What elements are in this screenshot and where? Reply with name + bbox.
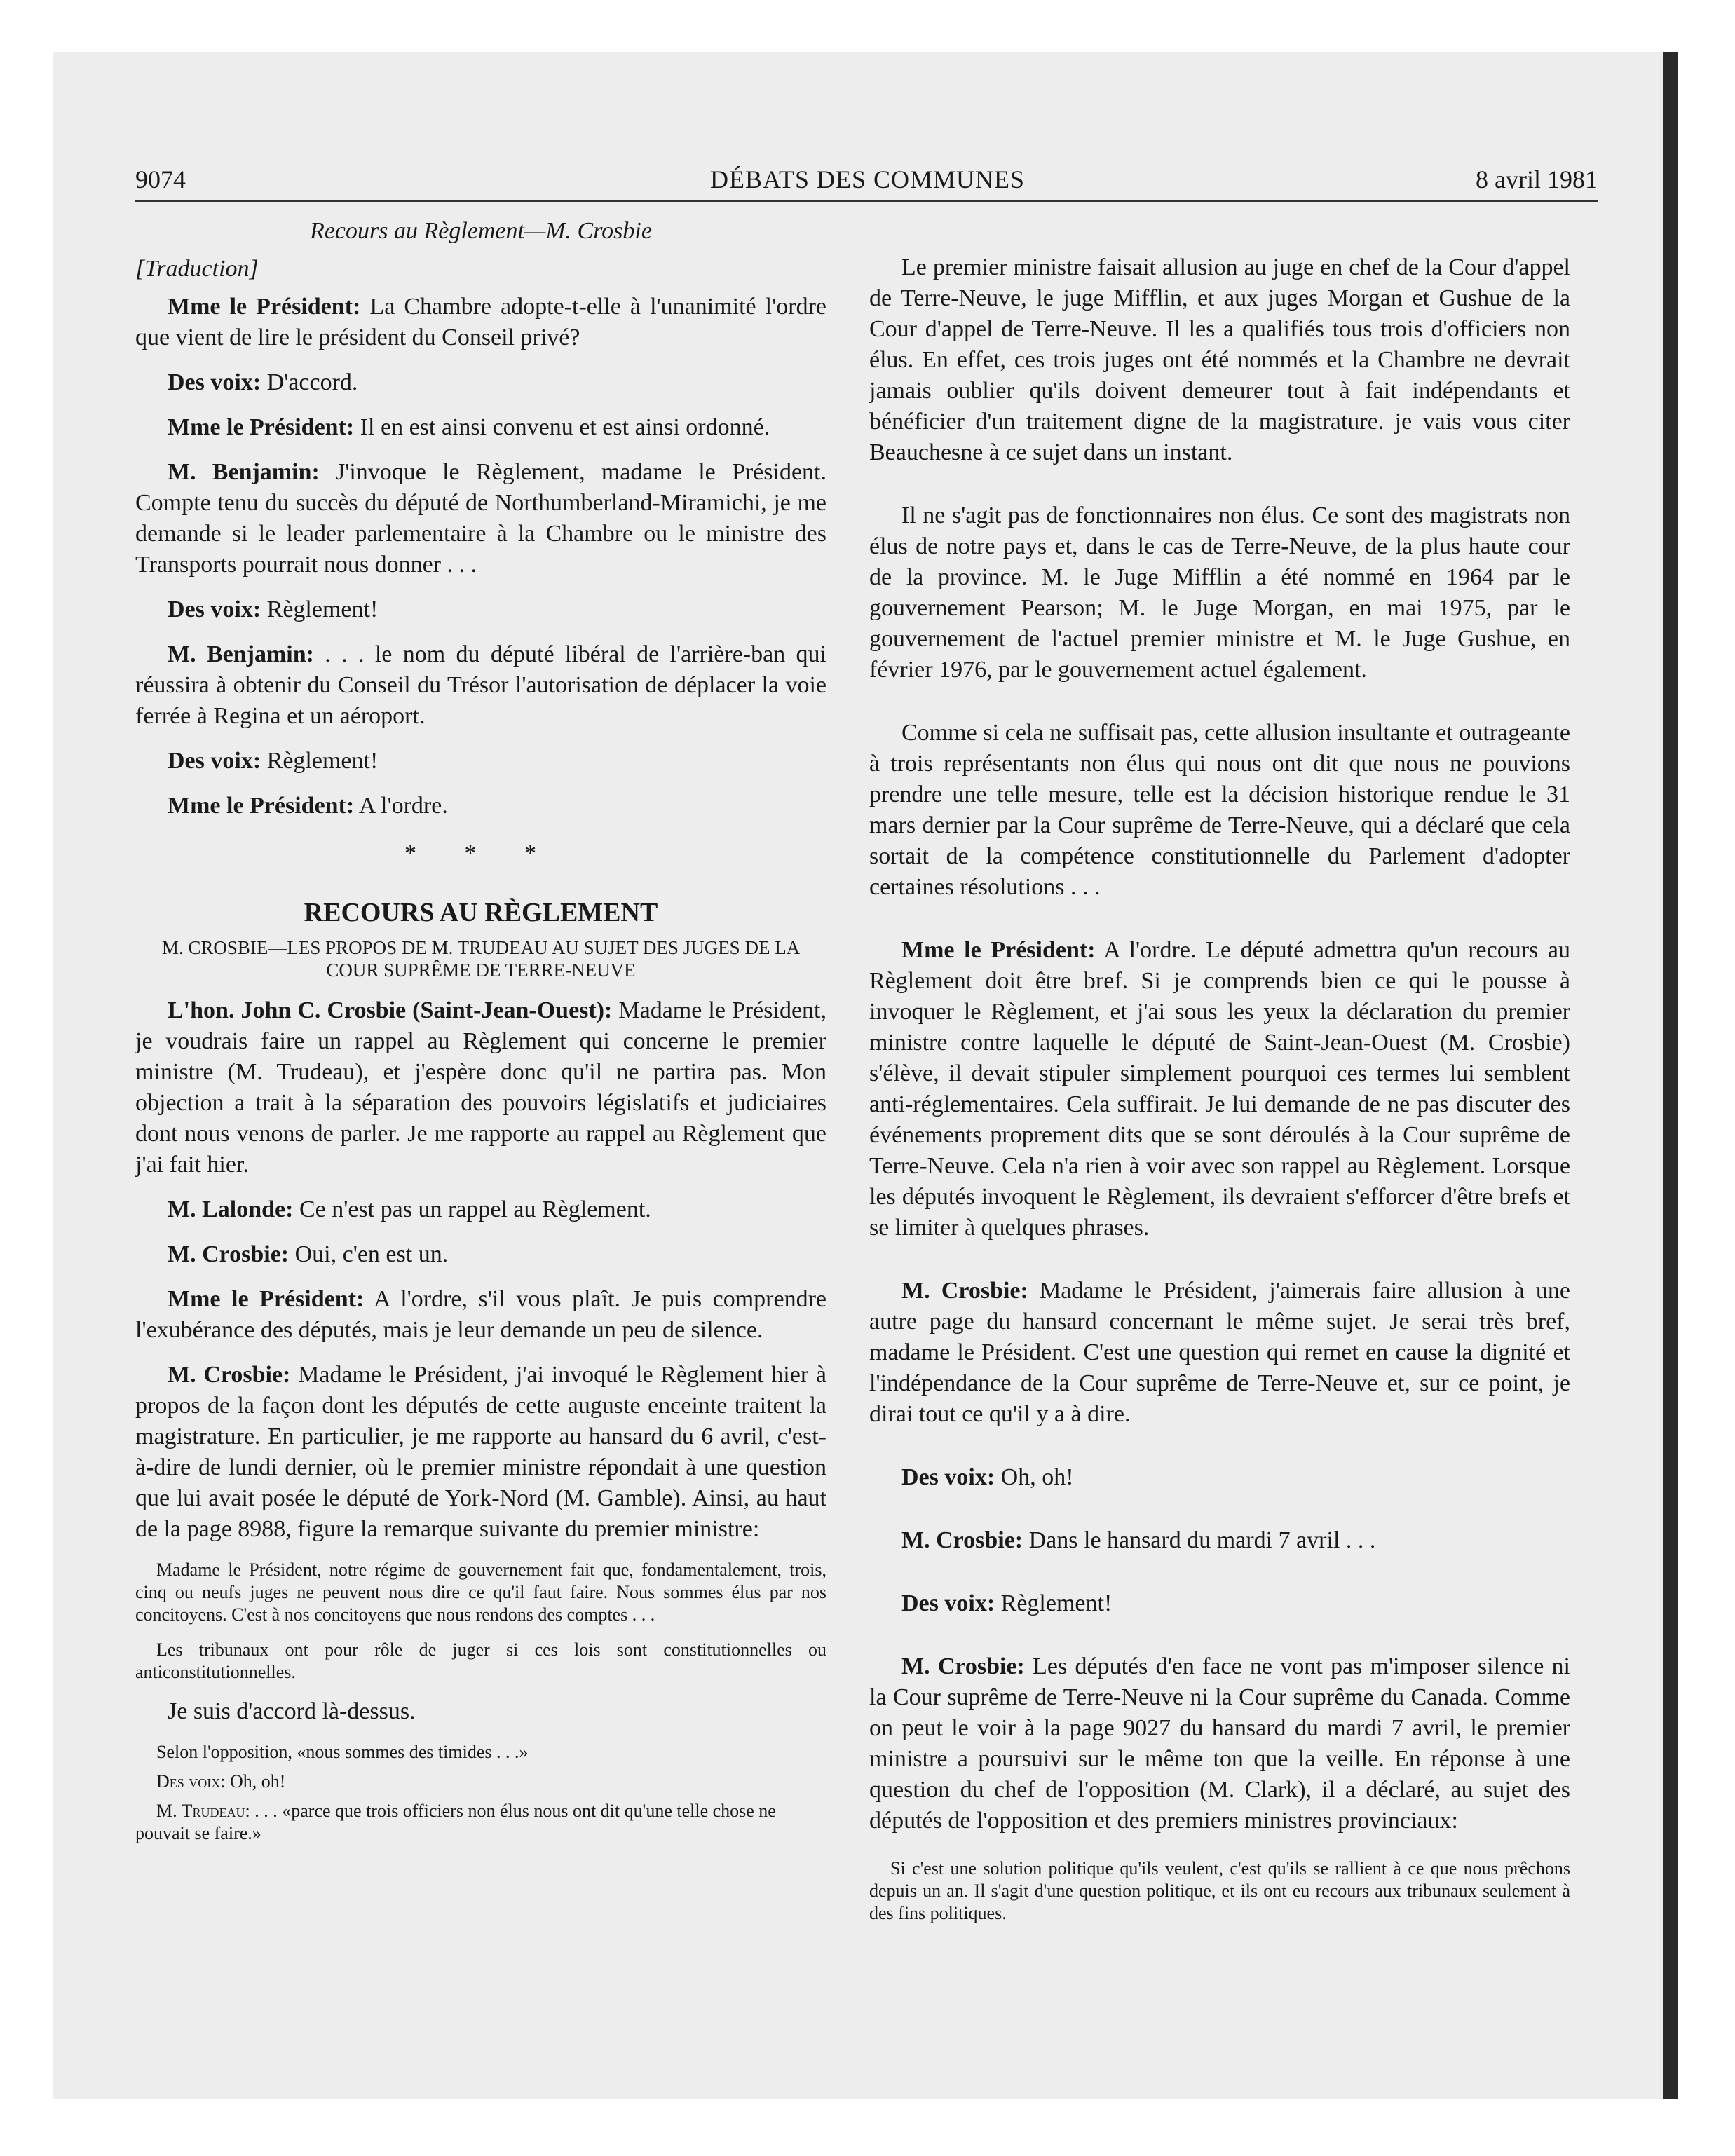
page-date: 8 avril 1981 (1476, 165, 1598, 193)
quoted-line (135, 1770, 826, 1793)
speaker: Des voix: (901, 1464, 995, 1490)
speaker: M. Crosbie: (901, 1278, 1028, 1304)
speech-paragraph (135, 1360, 826, 1545)
block-quote: Les tribunaux ont pour rôle de juger si ces lois sont constitutionnelles ou anticonstitutionnelles. (135, 1639, 826, 1682)
speech-text: Oh, oh! (225, 1771, 286, 1792)
speech-paragraph: Il ne s'agit pas de fonctionnaires non élus. Ce sont des magistrats non élus de notre pays et, dans le cas de Terre-Neuve, de la plus haute cour de la province. M. le Juge Mifflin a été nommé en 1964 par le gouvernement Pearson; M. le Juge Morgan, en mai 1975, par le gouvernement de l'actuel premier ministre et M. le Juge Gushue, en février 1976, par le gouvernement actuel également. (869, 503, 1570, 683)
speech-text: J'invoque le Règlement, madame le Président. Compte tenu du succès du député de Northumberland-Miramichi, je me demande si le leader parlementaire à la Chambre ou le ministre des Transports pourrait nous donner . . . (135, 459, 826, 578)
speech-paragraph (135, 412, 826, 443)
speech-paragraph (135, 594, 826, 625)
speaker: M. Crosbie: (168, 1362, 291, 1388)
speaker: Mme le Président: (901, 937, 1096, 963)
speech-text: A l'ordre. (354, 793, 448, 819)
speech-paragraph (869, 1276, 1570, 1430)
speaker: M. Lalonde: (168, 1196, 294, 1222)
speech-text: Dans le hansard du mardi 7 avril . . . (1023, 1527, 1376, 1553)
block-quote: Madame le Président, notre régime de gouvernement fait que, fondamentalement, trois, cinq ou neufs juges ne peuvent nous dire ce qu'il faut faire. Nous sommes élus par nos concitoyens. C'est à nos concitoyens que nous rendons des comptes . . . (135, 1560, 826, 1625)
section-separator: * * * (404, 840, 557, 866)
speech-text: Règlement! (261, 596, 379, 622)
speaker: Mme le Président: (168, 1286, 365, 1312)
speech-paragraph (869, 1525, 1570, 1556)
speech-paragraph (135, 746, 826, 777)
block-quote: Si c'est une solution politique qu'ils veulent, c'est qu'ils se rallient à ce que nous prêchons depuis un an. Il s'agit d'une question politique, et ils ont eu recours aux tribunaux seulement à des fins politiques. (869, 1858, 1570, 1923)
page-number: 9074 (135, 165, 186, 193)
speech-text: . . . le nom du député libéral de l'arrière-ban qui réussira à obtenir du Conseil du Trésor l'autorisation de déplacer la voie ferrée à Regina et un aéroport. (135, 641, 826, 729)
speech-paragraph: Comme si cela ne suffisait pas, cette allusion insultante et outrageante à trois représentants non élus qui nous ont dit que nous ne pouvions prendre une telle mesure, telle est la décision historique rendue le 31 mars dernier par la Cour suprême de Terre-Neuve, qui a déclaré que cela sortait de la compétence constitutionnelle du Parlement d'adopter certaines résolutions . . . (869, 720, 1570, 900)
speech-paragraph (135, 1284, 826, 1346)
speech-text: Madame le Président, j'ai invoqué le Règlement hier à propos de la façon dont les députés de cette auguste enceinte traitent la magistrature. En particulier, je me rapporte au hansard du 6 avril, c'est-à-dire de lundi dernier, où le premier ministre répondait à une question que lui avait posée le député de York-Nord (M. Gamble). Ainsi, au haut de la page 8988, figure la remarque suivante du premier ministre: (135, 1362, 827, 1542)
right-column (869, 252, 1570, 1937)
speech-text: Ce n'est pas un rappel au Règlement. (293, 1196, 651, 1222)
speech-text: Règlement! (261, 748, 379, 774)
speaker: Mme le Président: (168, 793, 355, 819)
speaker: Mme le Président: (168, 414, 355, 440)
speaker: Mme le Président: (168, 294, 361, 320)
header-rule (135, 200, 1598, 202)
speaker: M. Benjamin: (168, 459, 320, 485)
speaker: M. Crosbie: (901, 1527, 1023, 1553)
traduction-note: [Traduction] (135, 256, 259, 282)
speech-paragraph (135, 367, 826, 398)
section-heading: RECOURS AU RÈGLEMENT (304, 898, 658, 927)
speech-paragraph (135, 1194, 826, 1225)
scan-edge (1663, 52, 1678, 2099)
speech-text: Il en est ainsi convenu et est ainsi ordonné. (354, 414, 770, 440)
speech-text: A l'ordre, s'il vous plaît. Je puis comprendre l'exubérance des députés, mais je leur demande un peu de silence. (135, 1286, 826, 1343)
speech-paragraph (135, 791, 826, 821)
speaker: Des voix: (168, 748, 261, 774)
speech-paragraph: Le premier ministre faisait allusion au juge en chef de la Cour d'appel de Terre-Neuve, le juge Mifflin, et aux juges Morgan et Gushue de la Cour d'appel de Terre-Neuve. Il les a qualifiés tous trois d'officiers non élus. En effet, ces trois juges ont été nommés et la Chambre ne devrait jamais oublier qu'ils doivent demeurer tout à fait indépendants et bénéficier d'un traitement digne de la magistrature. je vais vous citer Beauchesne à ce sujet dans un instant. (869, 254, 1570, 465)
speech-paragraph (869, 1462, 1570, 1493)
speech-text: . . . «parce que trois officiers non élus nous ont dit qu'une telle chose ne pouvait se faire.» (135, 1801, 776, 1843)
section-title: Recours au Règlement—M. Crosbie (310, 218, 652, 244)
speaker: M. Crosbie: (168, 1241, 290, 1267)
speech-paragraph: Je suis d'accord là-dessus. (168, 1698, 416, 1724)
speech-text: D'accord. (261, 369, 358, 395)
speech-text: Madame le Président, j'aimerais faire allusion à une autre page du hansard concernant le même sujet. Je serai très bref, madame le Président. C'est une question qui remet en cause la dignité et l'indépendance de la Cour suprême de Terre-Neuve et, sur ce point, je dirai tout ce qu'il y a à dire. (869, 1278, 1570, 1427)
speech-paragraph (135, 639, 826, 732)
speaker: Des voix: (168, 596, 261, 622)
speech-paragraph (869, 935, 1570, 1243)
speech-text: Les députés d'en face ne vont pas m'imposer silence ni la Cour suprême de Terre-Neuve ni la Cour suprême du Canada. Comme on peut le voir à la page 9027 du hansard du mardi 7 avril, le premier ministre a poursuivi sur le même ton que la veille. En réponse à une question du chef de l'opposition (M. Clark), il a déclaré, au sujet des députés de l'opposition et des premiers ministres provinciaux: (869, 1653, 1571, 1834)
speaker: Des voix: (901, 1590, 995, 1616)
speech-paragraph (135, 292, 826, 353)
section-subheading: M. CROSBIE—LES PROPOS DE M. TRUDEAU AU SUJET DES JUGES DE LA COUR SUPRÊME DE TERRE-NEUVE (161, 937, 801, 981)
speech-paragraph (135, 1239, 826, 1270)
speaker: Des voix: (156, 1771, 226, 1792)
speech-text: Madame le Président, je voudrais faire un rappel au Règlement qui concerne le premier ministre (M. Trudeau), et j'espère donc qu'il ne partira pas. Mon objection a trait à la séparation des pouvoirs législatifs et judiciaires dont nous venons de parler. Je me rapporte au rappel au Règlement que j'ai fait hier. (135, 997, 826, 1178)
speaker: Des voix: (168, 369, 261, 395)
speech-text: La Chambre adopte-t-elle à l'unanimité l'ordre que vient de lire le président du Conseil privé? (135, 294, 826, 350)
quoted-line (135, 1800, 826, 1845)
speech-text: A l'ordre. Le député admettra qu'un recours au Règlement doit être bref. Si je comprends bien ce qui le pousse à invoquer le Règlement, et j'ai sous les yeux la déclaration du premier ministre contre laquelle le député de Saint-Jean-Ouest (M. Crosbie) s'élève, il devait stipuler simplement pourquoi ces termes lui semblent anti-réglementaires. Cela suffirait. Je lui demande de ne pas discuter des événements proprement dits que se sont déroulés à la Cour suprême de Terre-Neuve. Cela n'a rien à voir avec son rappel au Règlement. Lorsque les députés invoquent le Règlement, ils devraient s'efforcer d'être brefs et se limiter à quelques phrases. (869, 937, 1570, 1241)
speech-paragraph (135, 995, 826, 1180)
speech-paragraph (869, 1651, 1570, 1836)
speech-text: Règlement! (995, 1590, 1113, 1616)
quoted-line: Selon l'opposition, «nous sommes des timides . . .» (156, 1742, 529, 1762)
speech-paragraph (135, 457, 826, 580)
speaker: M. Trudeau: (156, 1801, 250, 1821)
speaker: M. Crosbie: (901, 1653, 1025, 1679)
speech-text: Oui, c'en est un. (289, 1241, 449, 1267)
speaker: M. Benjamin: (168, 641, 314, 667)
speech-text: Oh, oh! (995, 1464, 1074, 1490)
left-column (135, 216, 826, 1852)
speech-paragraph (869, 1588, 1570, 1619)
running-title: DÉBATS DES COMMUNES (709, 165, 1026, 193)
speaker: L'hon. John C. Crosbie (Saint-Jean-Ouest): (168, 997, 613, 1023)
